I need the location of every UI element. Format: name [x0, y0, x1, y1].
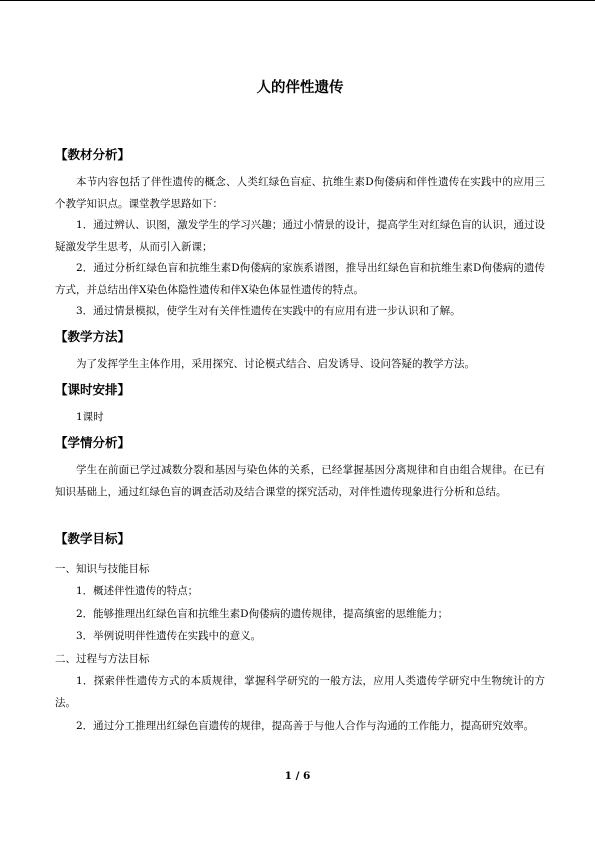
paragraph: 为了发挥学生主体作用，采用探究、讨论模式结合、启发诱导、设问答疑的教学方法。 [76, 358, 475, 370]
paragraph: 1课时 [76, 411, 104, 423]
list-item: 2．能够推理出红绿色盲和抗维生素D佝偻病的遗传规律，提高缜密的思维能力； [76, 608, 449, 620]
subsection-title: 二、过程与方法目标 [55, 653, 150, 665]
section-heading-teaching-method: 【教学方法】 [55, 329, 131, 344]
section-heading-class-schedule: 【课时安排】 [55, 382, 131, 397]
top-border-line [0, 0, 595, 1]
subsection-title: 一、知识与技能目标 [55, 563, 150, 575]
section-heading-student-analysis: 【学情分析】 [55, 435, 131, 450]
list-item: 2．通过分工推理出红绿色盲遗传的规律，提高善于与他人合作与沟通的工作能力，提高研究效率。 [76, 720, 535, 732]
section-heading-teaching-goals: 【教学目标】 [55, 531, 131, 546]
section-heading-textbook-analysis: 【教材分析】 [55, 147, 131, 162]
page-number: 1 / 6 [284, 770, 311, 782]
paragraph: 学生在前面已学过减数分裂和基因与染色体的关系，已经掌握基因分离规律和自由组合规律。在已有知识基础上，通过红绿色盲的调查活动及结合课堂的探究活动，对伴性遗传现象进行分析和总结。 [55, 464, 545, 498]
paragraph: 1．通过辨认、识图，激发学生的学习兴趣；通过小情景的设计，提高学生对红绿色盲的认识，通过设疑激发学生思考，从而引入新课； [55, 219, 545, 253]
paragraph: 2．通过分析红绿色盲和抗维生素D佝偻病的家族系谱图，推导出红绿色盲和抗维生素D佝偻病的遗传方式，并总结出伴X染色体隐性遗传和伴X染色体显性遗传的特点。 [55, 262, 545, 296]
list-item: 3．举例说明伴性遗传在实践中的意义。 [76, 630, 262, 642]
list-item: 1．探索伴性遗传方式的本质规律，掌握科学研究的一般方法，应用人类遗传学研究中生物统计的方法。 [55, 675, 545, 709]
paragraph: 3．通过情景模拟，使学生对有关伴性遗传在实践中的有应用有进一步认识和了解。 [76, 305, 461, 317]
list-item: 1．概述伴性遗传的特点； [76, 585, 199, 597]
document-title: 人的伴性遗传 [256, 80, 344, 96]
paragraph: 本节内容包括了伴性遗传的概念、人类红绿色盲症、抗维生素D佝偻病和伴性遗传在实践中的应用三个教学知识点。课堂教学思路如下： [55, 176, 545, 210]
